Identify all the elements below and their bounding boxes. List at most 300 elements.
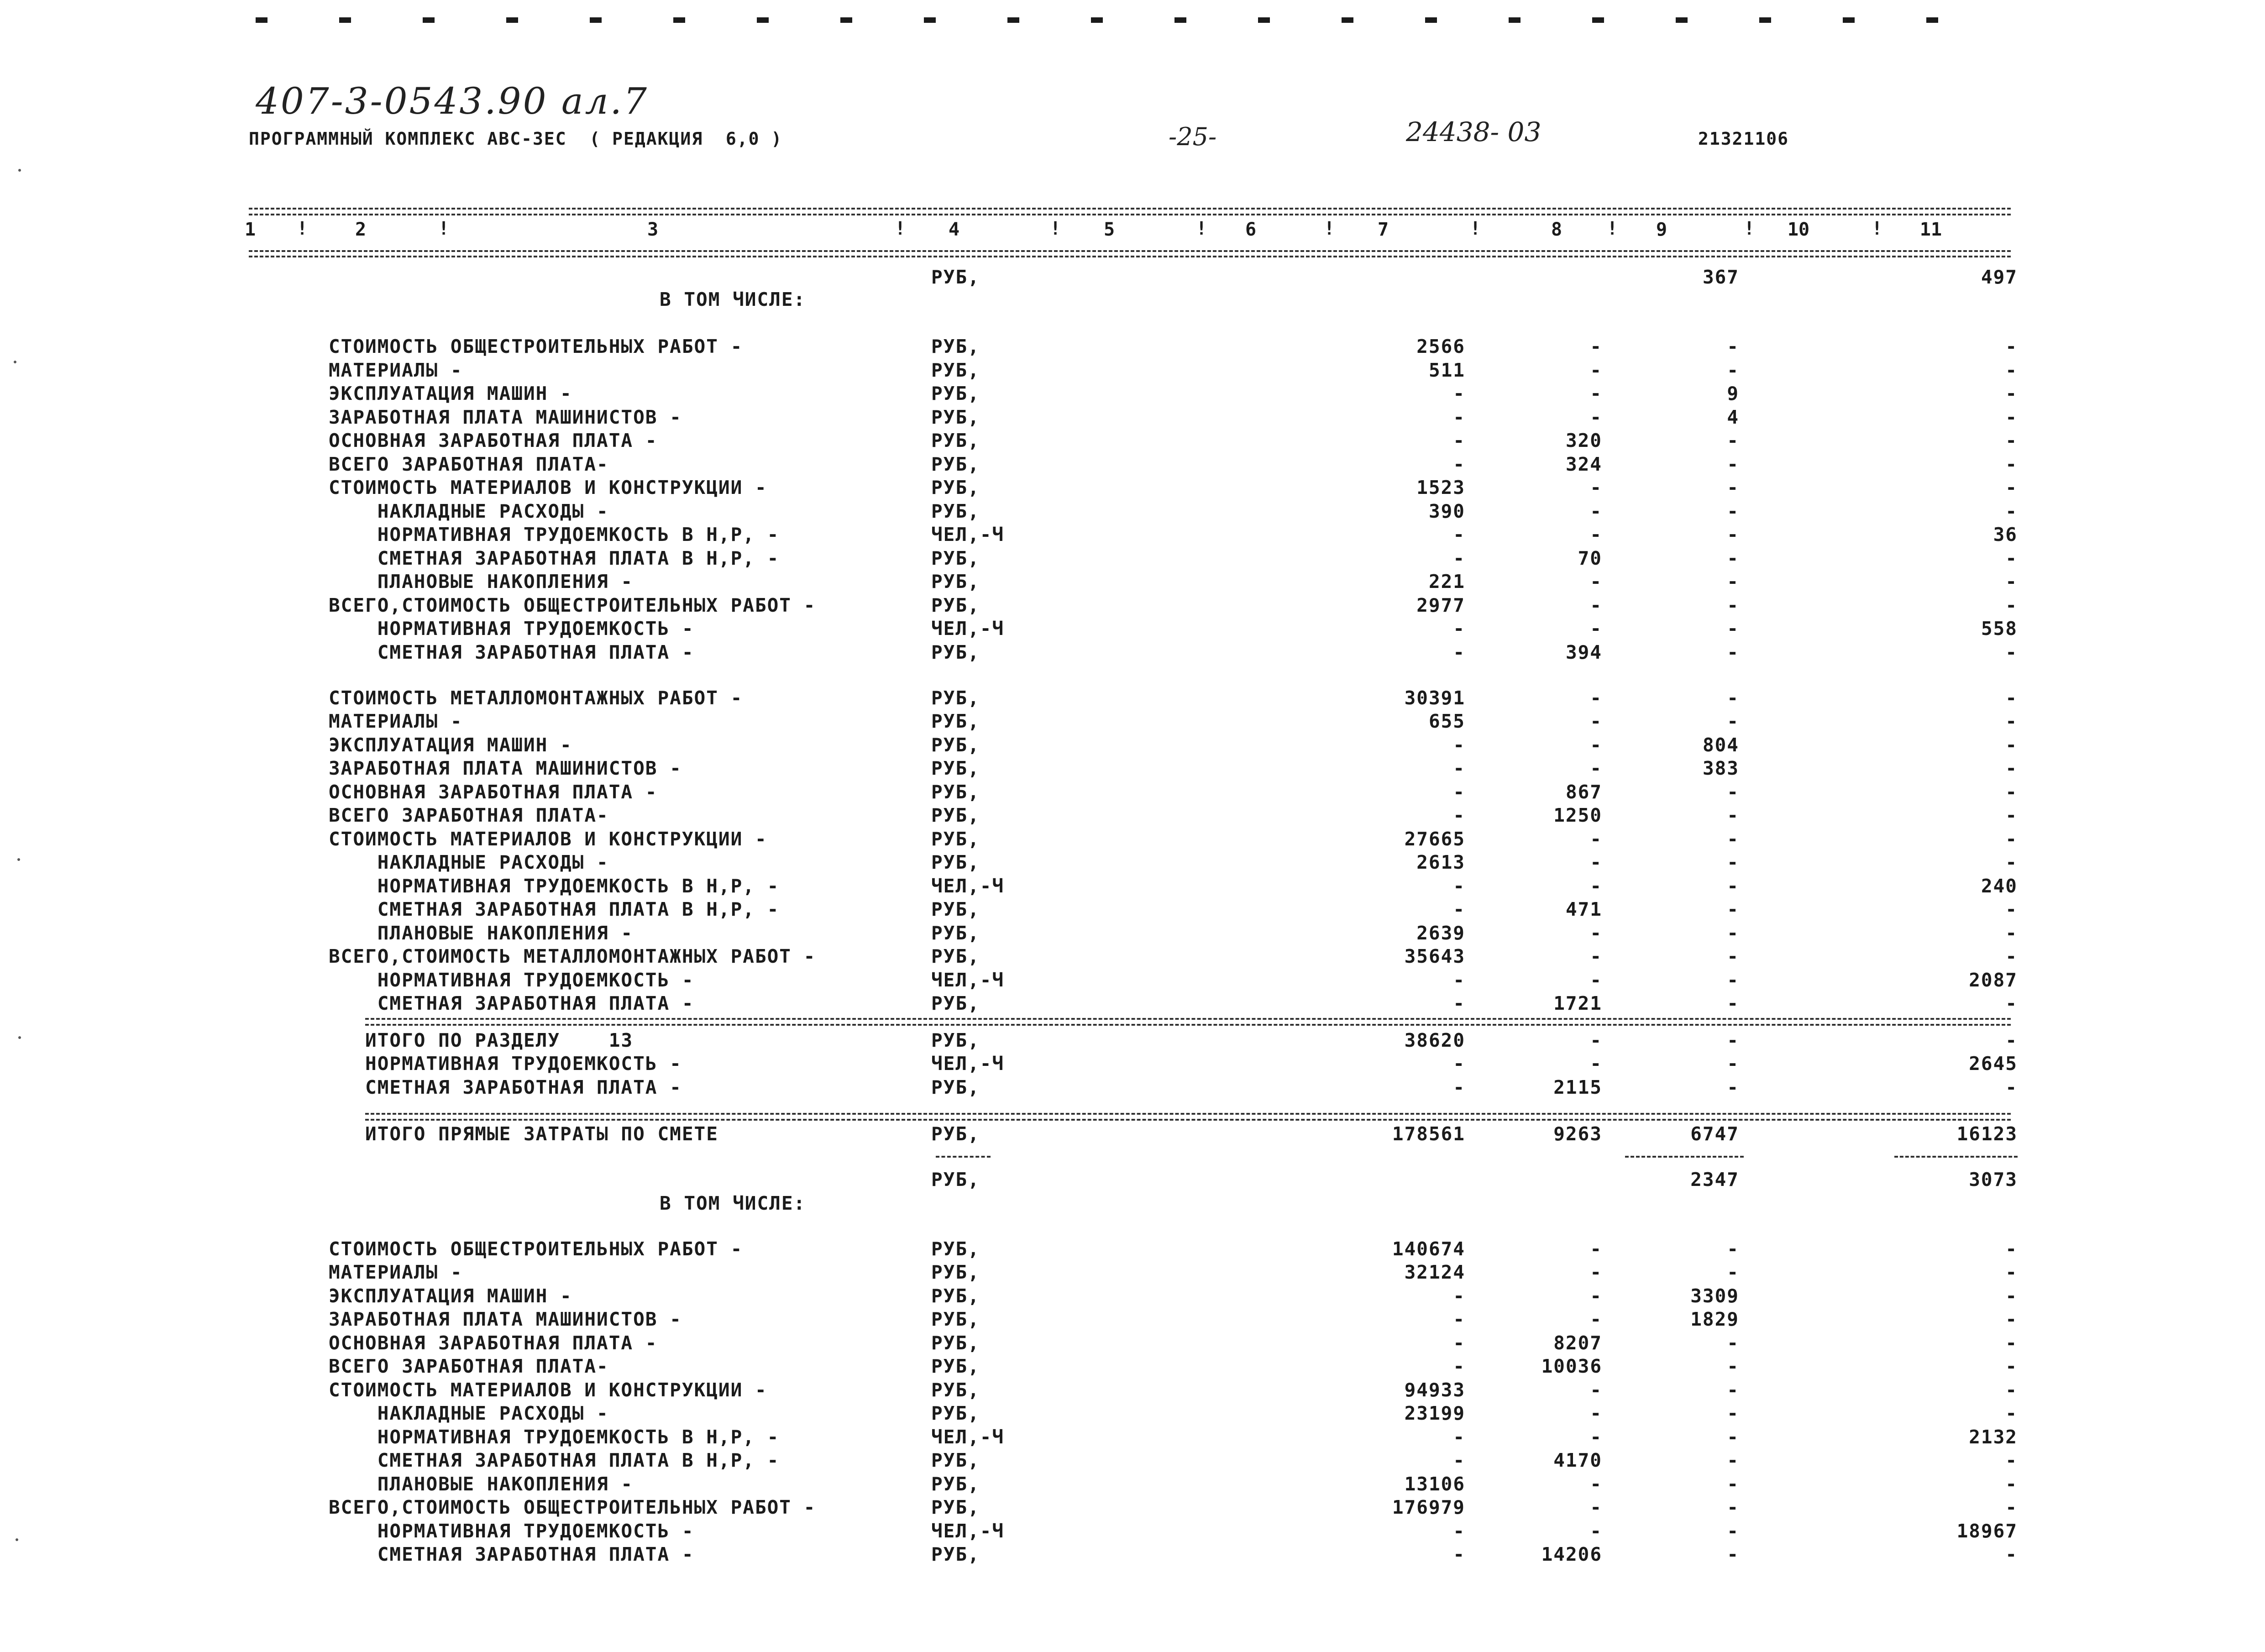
unit-cell: РУБ, bbox=[931, 336, 980, 357]
col8-cell: - bbox=[1590, 336, 1602, 357]
col7-cell: 511 bbox=[1428, 359, 1465, 381]
col11-cell: - bbox=[2005, 500, 2018, 522]
col9-cell: - bbox=[1727, 1449, 1739, 1471]
unit-cell: РУБ, bbox=[931, 571, 980, 593]
table-row bbox=[0, 1169, 2265, 1191]
unit-cell: РУБ, bbox=[931, 1332, 980, 1354]
table-row bbox=[0, 1192, 2265, 1215]
column-separator: ! bbox=[1872, 218, 1883, 239]
unit-cell: ЧЕЛ,-Ч bbox=[931, 1053, 1005, 1075]
col11-cell: - bbox=[2005, 851, 2018, 873]
col9-cell: 3309 bbox=[1690, 1285, 1739, 1307]
col7-cell: - bbox=[1453, 430, 1465, 451]
col8-cell: - bbox=[1590, 571, 1602, 593]
col7-cell: - bbox=[1453, 781, 1465, 803]
col9-cell: - bbox=[1727, 898, 1739, 920]
unit-cell: РУБ, bbox=[931, 1285, 980, 1307]
col8-cell: 324 bbox=[1565, 453, 1602, 475]
table-row bbox=[0, 922, 2265, 945]
col8-cell: - bbox=[1590, 922, 1602, 944]
col9-cell: - bbox=[1727, 618, 1739, 640]
col7-cell: - bbox=[1453, 547, 1465, 569]
unit-cell: ЧЕЛ,-Ч bbox=[931, 969, 1005, 991]
column-number: 5 bbox=[1103, 219, 1115, 240]
col9-cell: - bbox=[1727, 945, 1739, 967]
unit-cell: РУБ, bbox=[931, 406, 980, 428]
col7-cell: - bbox=[1453, 1426, 1465, 1448]
col8-cell: 1250 bbox=[1553, 804, 1602, 826]
col9-cell: - bbox=[1727, 359, 1739, 381]
col8-cell: - bbox=[1590, 383, 1602, 404]
col8-cell: - bbox=[1590, 851, 1602, 873]
col9-cell: - bbox=[1727, 1543, 1739, 1565]
row-label: НАКЛАДНЫЕ РАСХОДЫ - bbox=[329, 500, 609, 522]
section-rule-2 bbox=[365, 1119, 2011, 1121]
row-label: СТОИМОСТЬ МАТЕРИАЛОВ И КОНСТРУКЦИИ - bbox=[329, 828, 767, 850]
col9-cell: 2347 bbox=[1690, 1169, 1739, 1190]
col8-cell: - bbox=[1590, 500, 1602, 522]
unit-cell: РУБ, bbox=[931, 1169, 980, 1190]
col9-cell: - bbox=[1727, 594, 1739, 616]
col7-cell: - bbox=[1453, 875, 1465, 897]
col11-cell: - bbox=[2005, 336, 2018, 357]
table-row bbox=[0, 430, 2265, 452]
col7-cell: 35643 bbox=[1404, 945, 1465, 967]
unit-cell: РУБ, bbox=[931, 1123, 980, 1145]
col7-cell: - bbox=[1453, 734, 1465, 756]
col11-cell: - bbox=[2005, 687, 2018, 709]
column-separator: ! bbox=[297, 218, 308, 239]
col7-cell: 94933 bbox=[1404, 1379, 1465, 1401]
col7-cell: 38620 bbox=[1404, 1029, 1465, 1051]
row-label: ЭКСПЛУАТАЦИЯ МАШИН - bbox=[329, 734, 572, 756]
col7-cell: - bbox=[1453, 804, 1465, 826]
column-separator: ! bbox=[1607, 218, 1618, 239]
col8-cell: 10036 bbox=[1541, 1355, 1602, 1377]
col8-cell: - bbox=[1590, 757, 1602, 779]
col8-cell: - bbox=[1590, 594, 1602, 616]
col7-cell: - bbox=[1453, 406, 1465, 428]
col8-cell: - bbox=[1590, 1496, 1602, 1518]
col8-cell: - bbox=[1590, 969, 1602, 991]
col9-cell: - bbox=[1727, 641, 1739, 663]
col8-cell: - bbox=[1590, 710, 1602, 732]
unit-cell: РУБ, bbox=[931, 641, 980, 663]
col7-cell: 30391 bbox=[1404, 687, 1465, 709]
col11-cell: 497 bbox=[1981, 266, 2018, 288]
table-row bbox=[0, 406, 2265, 429]
col7-cell: - bbox=[1453, 969, 1465, 991]
unit-cell: РУБ, bbox=[931, 594, 980, 616]
table-row bbox=[0, 687, 2265, 710]
table-row bbox=[0, 1473, 2265, 1496]
col9-cell: - bbox=[1727, 1355, 1739, 1377]
col7-cell: - bbox=[1453, 618, 1465, 640]
table-row bbox=[0, 594, 2265, 617]
col8-cell: - bbox=[1590, 618, 1602, 640]
col9-cell: - bbox=[1727, 1402, 1739, 1424]
col7-cell: 178561 bbox=[1392, 1123, 1465, 1145]
col7-cell: 32124 bbox=[1404, 1261, 1465, 1283]
unit-cell: РУБ, bbox=[931, 359, 980, 381]
row-label: СТОИМОСТЬ ОБЩЕСТРОИТЕЛЬНЫХ РАБОТ - bbox=[329, 336, 743, 357]
unit-cell: РУБ, bbox=[931, 477, 980, 498]
row-label: СТОИМОСТЬ ОБЩЕСТРОИТЕЛЬНЫХ РАБОТ - bbox=[329, 1238, 743, 1260]
col8-cell: - bbox=[1590, 1426, 1602, 1448]
unit-cell: РУБ, bbox=[931, 1543, 980, 1565]
unit-cell: РУБ, bbox=[931, 1308, 980, 1330]
col11-cell: - bbox=[2005, 1496, 2018, 1518]
col8-cell: 320 bbox=[1565, 430, 1602, 451]
col7-cell: - bbox=[1453, 757, 1465, 779]
col11-cell: 18967 bbox=[1956, 1520, 2018, 1542]
row-label: НОРМАТИВНАЯ ТРУДОЕМКОСТЬ В Н,Р, - bbox=[329, 1426, 780, 1448]
col9-cell: - bbox=[1727, 710, 1739, 732]
col7-cell: 13106 bbox=[1404, 1473, 1465, 1495]
col11-cell: 558 bbox=[1981, 618, 2018, 640]
col11-cell: - bbox=[2005, 992, 2018, 1014]
row-label: ЭКСПЛУАТАЦИЯ МАШИН - bbox=[329, 1285, 572, 1307]
table-row bbox=[0, 710, 2265, 733]
col11-cell: - bbox=[2005, 922, 2018, 944]
col11-cell: 2132 bbox=[1969, 1426, 2018, 1448]
col7-cell: - bbox=[1453, 898, 1465, 920]
col9-cell: - bbox=[1727, 524, 1739, 545]
unit-cell: РУБ, bbox=[931, 734, 980, 756]
col8-cell: - bbox=[1590, 875, 1602, 897]
col7-cell: 140674 bbox=[1392, 1238, 1465, 1260]
short-rule bbox=[1894, 1156, 2018, 1158]
col8-cell: - bbox=[1590, 1520, 1602, 1542]
column-number: 7 bbox=[1377, 219, 1389, 240]
row-label: ИТОГО ПРЯМЫЕ ЗАТРАТЫ ПО СМЕТЕ bbox=[329, 1123, 718, 1145]
col9-cell: 383 bbox=[1702, 757, 1739, 779]
table-row bbox=[0, 1332, 2265, 1355]
col9-cell: 367 bbox=[1702, 266, 1739, 288]
col11-cell: - bbox=[2005, 383, 2018, 404]
col7-cell: 1523 bbox=[1416, 477, 1465, 498]
table-row bbox=[0, 1355, 2265, 1378]
table-row bbox=[0, 1402, 2265, 1425]
col7-cell: 221 bbox=[1428, 571, 1465, 593]
row-label: НАКЛАДНЫЕ РАСХОДЫ - bbox=[329, 851, 609, 873]
col9-cell: - bbox=[1727, 1379, 1739, 1401]
col9-cell: - bbox=[1727, 477, 1739, 498]
col8-cell: 9263 bbox=[1553, 1123, 1602, 1145]
col11-cell: - bbox=[2005, 1308, 2018, 1330]
unit-cell: РУБ, bbox=[931, 1029, 980, 1051]
col11-cell: - bbox=[2005, 641, 2018, 663]
col11-cell: - bbox=[2005, 1076, 2018, 1098]
col9-cell: 9 bbox=[1727, 383, 1739, 404]
row-label: МАТЕРИАЛЫ - bbox=[329, 359, 463, 381]
table-row bbox=[0, 1543, 2265, 1566]
col8-cell: 70 bbox=[1578, 547, 1602, 569]
col11-cell: - bbox=[2005, 898, 2018, 920]
col7-cell: 176979 bbox=[1392, 1496, 1465, 1518]
section-rule-2 bbox=[365, 1024, 2011, 1026]
col7-cell: 2639 bbox=[1416, 922, 1465, 944]
col11-cell: - bbox=[2005, 1402, 2018, 1424]
col11-cell: 2645 bbox=[1969, 1053, 2018, 1075]
col8-cell: - bbox=[1590, 1308, 1602, 1330]
col8-cell: - bbox=[1590, 406, 1602, 428]
col8-cell: - bbox=[1590, 828, 1602, 850]
table-row bbox=[0, 524, 2265, 546]
col11-cell: - bbox=[2005, 571, 2018, 593]
col11-cell: - bbox=[2005, 1029, 2018, 1051]
col9-cell: - bbox=[1727, 828, 1739, 850]
row-label: ЗАРАБОТНАЯ ПЛАТА МАШИНИСТОВ - bbox=[329, 1308, 682, 1330]
row-label: СМЕТНАЯ ЗАРАБОТНАЯ ПЛАТА - bbox=[329, 1543, 694, 1565]
col8-cell: - bbox=[1590, 1261, 1602, 1283]
col9-cell: - bbox=[1727, 453, 1739, 475]
table-row bbox=[0, 1449, 2265, 1472]
col7-cell: - bbox=[1453, 1285, 1465, 1307]
col7-cell: - bbox=[1453, 1449, 1465, 1471]
col11-cell: - bbox=[2005, 828, 2018, 850]
col11-cell: - bbox=[2005, 1238, 2018, 1260]
col11-cell: - bbox=[2005, 1332, 2018, 1354]
row-label: НОРМАТИВНАЯ ТРУДОЕМКОСТЬ - bbox=[329, 969, 694, 991]
table-row bbox=[0, 1029, 2265, 1052]
col9-cell: - bbox=[1727, 922, 1739, 944]
handwritten-reference: 407-3-0543.90 ал.7 bbox=[256, 80, 649, 122]
unit-cell: РУБ, bbox=[931, 710, 980, 732]
col11-cell: - bbox=[2005, 945, 2018, 967]
col9-cell: 6747 bbox=[1690, 1123, 1739, 1145]
row-label: ВСЕГО,СТОИМОСТЬ ОБЩЕСТРОИТЕЛЬНЫХ РАБОТ - bbox=[329, 1496, 816, 1518]
col11-cell: - bbox=[2005, 406, 2018, 428]
table-row bbox=[0, 359, 2265, 382]
table-row bbox=[0, 992, 2265, 1015]
col9-cell: - bbox=[1727, 687, 1739, 709]
table-row bbox=[0, 383, 2265, 405]
col7-cell: - bbox=[1453, 1308, 1465, 1330]
col9-cell: - bbox=[1727, 1029, 1739, 1051]
col11-cell: - bbox=[2005, 734, 2018, 756]
row-label: СТОИМОСТЬ МАТЕРИАЛОВ И КОНСТРУКЦИИ - bbox=[329, 1379, 767, 1401]
col9-cell: - bbox=[1727, 969, 1739, 991]
program-title: ПРОГРАММНЫЙ КОМПЛЕКС АВС-ЗЕС ( РЕДАКЦИЯ 6,0 ) bbox=[249, 129, 783, 149]
row-label: ВСЕГО,СТОИМОСТЬ МЕТАЛЛОМОНТАЖНЫХ РАБОТ - bbox=[329, 945, 816, 967]
subheading: В ТОМ ЧИСЛЕ: bbox=[660, 288, 806, 310]
row-label: ОСНОВНАЯ ЗАРАБОТНАЯ ПЛАТА - bbox=[329, 1332, 658, 1354]
col11-cell: - bbox=[2005, 804, 2018, 826]
table-row bbox=[0, 547, 2265, 570]
col7-cell: - bbox=[1453, 641, 1465, 663]
col11-cell: - bbox=[2005, 781, 2018, 803]
column-separator: ! bbox=[1470, 218, 1481, 239]
row-label: МАТЕРИАЛЫ - bbox=[329, 1261, 463, 1283]
unit-cell: РУБ, bbox=[931, 430, 980, 451]
unit-cell: РУБ, bbox=[931, 992, 980, 1014]
column-number: 3 bbox=[647, 219, 659, 240]
table-row bbox=[0, 500, 2265, 523]
row-label: СТОИМОСТЬ МЕТАЛЛОМОНТАЖНЫХ РАБОТ - bbox=[329, 687, 743, 709]
row-label: СМЕТНАЯ ЗАРАБОТНАЯ ПЛАТА - bbox=[329, 1076, 682, 1098]
unit-cell: РУБ, bbox=[931, 1402, 980, 1424]
col9-cell: - bbox=[1727, 992, 1739, 1014]
column-number: 11 bbox=[1919, 219, 1942, 240]
col9-cell: - bbox=[1727, 1473, 1739, 1495]
col9-cell: - bbox=[1727, 500, 1739, 522]
column-number: 9 bbox=[1656, 219, 1667, 240]
row-label: СМЕТНАЯ ЗАРАБОТНАЯ ПЛАТА В Н,Р, - bbox=[329, 898, 780, 920]
table-row bbox=[0, 1285, 2265, 1308]
col11-cell: - bbox=[2005, 477, 2018, 498]
col7-cell: 390 bbox=[1428, 500, 1465, 522]
row-label: ВСЕГО,СТОИМОСТЬ ОБЩЕСТРОИТЕЛЬНЫХ РАБОТ - bbox=[329, 594, 816, 616]
col11-cell: - bbox=[2005, 1285, 2018, 1307]
col9-cell: - bbox=[1727, 804, 1739, 826]
row-label: ЗАРАБОТНАЯ ПЛАТА МАШИНИСТОВ - bbox=[329, 406, 682, 428]
column-number: 8 bbox=[1551, 219, 1562, 240]
col7-cell: - bbox=[1453, 524, 1465, 545]
col7-cell: - bbox=[1453, 383, 1465, 404]
table-row bbox=[0, 1308, 2265, 1331]
unit-cell: РУБ, bbox=[931, 1473, 980, 1495]
row-label: НАКЛАДНЫЕ РАСХОДЫ - bbox=[329, 1402, 609, 1424]
unit-cell: РУБ, bbox=[931, 945, 980, 967]
col11-cell: 2087 bbox=[1969, 969, 2018, 991]
short-rule bbox=[1625, 1156, 1744, 1158]
unit-cell: РУБ, bbox=[931, 1076, 980, 1098]
col9-cell: - bbox=[1727, 336, 1739, 357]
table-row bbox=[0, 851, 2265, 874]
col11-cell: 240 bbox=[1981, 875, 2018, 897]
col11-cell: 3073 bbox=[1969, 1169, 2018, 1190]
col7-cell: 2613 bbox=[1416, 851, 1465, 873]
table-row bbox=[0, 1261, 2265, 1284]
table-row bbox=[0, 969, 2265, 992]
unit-cell: РУБ, bbox=[931, 500, 980, 522]
col8-cell: - bbox=[1590, 524, 1602, 545]
col9-cell: - bbox=[1727, 1426, 1739, 1448]
col9-cell: - bbox=[1727, 1053, 1739, 1075]
col11-cell: - bbox=[2005, 1473, 2018, 1495]
col11-cell: - bbox=[2005, 710, 2018, 732]
section-rule bbox=[365, 1113, 2011, 1115]
row-label: ПЛАНОВЫЕ НАКОПЛЕНИЯ - bbox=[329, 571, 634, 593]
col7-cell: 27665 bbox=[1404, 828, 1465, 850]
table-row bbox=[0, 1053, 2265, 1075]
col7-cell: - bbox=[1453, 1053, 1465, 1075]
col7-cell: - bbox=[1453, 1543, 1465, 1565]
col9-cell: - bbox=[1727, 1261, 1739, 1283]
col8-cell: - bbox=[1590, 477, 1602, 498]
unit-cell: РУБ, bbox=[931, 1238, 980, 1260]
table-row bbox=[0, 641, 2265, 664]
column-separator: ! bbox=[1744, 218, 1755, 239]
row-label: СТОИМОСТЬ МАТЕРИАЛОВ И КОНСТРУКЦИИ - bbox=[329, 477, 767, 498]
col8-cell: - bbox=[1590, 1238, 1602, 1260]
col8-cell: 867 bbox=[1565, 781, 1602, 803]
col8-cell: - bbox=[1590, 1379, 1602, 1401]
col11-cell: - bbox=[2005, 430, 2018, 451]
column-separator: ! bbox=[1324, 218, 1335, 239]
col11-cell: - bbox=[2005, 453, 2018, 475]
subheading: В ТОМ ЧИСЛЕ: bbox=[660, 1192, 806, 1214]
section-rule bbox=[365, 1018, 2011, 1020]
col9-cell: 4 bbox=[1727, 406, 1739, 428]
table-row bbox=[0, 477, 2265, 499]
column-separator: ! bbox=[895, 218, 906, 239]
unit-cell: РУБ, bbox=[931, 898, 980, 920]
row-label: СМЕТНАЯ ЗАРАБОТНАЯ ПЛАТА - bbox=[329, 641, 694, 663]
col8-cell: 8207 bbox=[1553, 1332, 1602, 1354]
col11-cell: - bbox=[2005, 359, 2018, 381]
row-label: ПЛАНОВЫЕ НАКОПЛЕНИЯ - bbox=[329, 922, 634, 944]
col11-cell: - bbox=[2005, 757, 2018, 779]
col8-cell: 471 bbox=[1565, 898, 1602, 920]
col7-cell: 655 bbox=[1428, 710, 1465, 732]
row-label: ЭКСПЛУАТАЦИЯ МАШИН - bbox=[329, 383, 572, 404]
row-label: НОРМАТИВНАЯ ТРУДОЕМКОСТЬ В Н,Р, - bbox=[329, 524, 780, 545]
col11-cell: 36 bbox=[1993, 524, 2018, 545]
col8-cell: - bbox=[1590, 1053, 1602, 1075]
col11-cell: - bbox=[2005, 1379, 2018, 1401]
table-row bbox=[0, 804, 2265, 827]
col7-cell: - bbox=[1453, 1332, 1465, 1354]
table-row bbox=[0, 757, 2265, 780]
col11-cell: - bbox=[2005, 547, 2018, 569]
col11-cell: - bbox=[2005, 1543, 2018, 1565]
col8-cell: - bbox=[1590, 1402, 1602, 1424]
table-row bbox=[0, 571, 2265, 593]
unit-cell: РУБ, bbox=[931, 1379, 980, 1401]
col8-cell: - bbox=[1590, 687, 1602, 709]
col8-cell: - bbox=[1590, 1285, 1602, 1307]
unit-cell: РУБ, bbox=[931, 828, 980, 850]
col11-cell: - bbox=[2005, 1355, 2018, 1377]
unit-cell: ЧЕЛ,-Ч bbox=[931, 524, 1005, 545]
col7-cell: - bbox=[1453, 992, 1465, 1014]
col7-cell: - bbox=[1453, 1520, 1465, 1542]
col9-cell: - bbox=[1727, 851, 1739, 873]
document-id: 21321106 bbox=[1698, 129, 1789, 149]
col8-cell: - bbox=[1590, 734, 1602, 756]
unit-cell: РУБ, bbox=[931, 1261, 980, 1283]
col9-cell: - bbox=[1727, 547, 1739, 569]
table-row bbox=[0, 288, 2265, 311]
unit-cell: ЧЕЛ,-Ч bbox=[931, 1520, 1005, 1542]
col7-cell: - bbox=[1453, 453, 1465, 475]
page-number: -25- bbox=[1169, 122, 1217, 151]
col9-cell: - bbox=[1727, 1496, 1739, 1518]
column-number: 1 bbox=[244, 219, 256, 240]
row-label: ПЛАНОВЫЕ НАКОПЛЕНИЯ - bbox=[329, 1473, 634, 1495]
table-row bbox=[0, 1238, 2265, 1261]
col8-cell: - bbox=[1590, 1473, 1602, 1495]
column-number: 2 bbox=[355, 219, 367, 240]
table-row bbox=[0, 1076, 2265, 1099]
unit-cell: РУБ, bbox=[931, 547, 980, 569]
unit-cell: РУБ, bbox=[931, 1449, 980, 1471]
row-label: ВСЕГО ЗАРАБОТНАЯ ПЛАТА- bbox=[329, 453, 609, 475]
col11-cell: - bbox=[2005, 1449, 2018, 1471]
short-rule bbox=[936, 1156, 991, 1158]
col8-cell: 4170 bbox=[1553, 1449, 1602, 1471]
col8-cell: - bbox=[1590, 945, 1602, 967]
row-label: НОРМАТИВНАЯ ТРУДОЕМКОСТЬ - bbox=[329, 618, 694, 640]
col9-cell: - bbox=[1727, 1238, 1739, 1260]
table-row bbox=[0, 336, 2265, 358]
table-row bbox=[0, 618, 2265, 640]
col9-cell: - bbox=[1727, 571, 1739, 593]
row-label: МАТЕРИАЛЫ - bbox=[329, 710, 463, 732]
row-label: ОСНОВНАЯ ЗАРАБОТНАЯ ПЛАТА - bbox=[329, 781, 658, 803]
